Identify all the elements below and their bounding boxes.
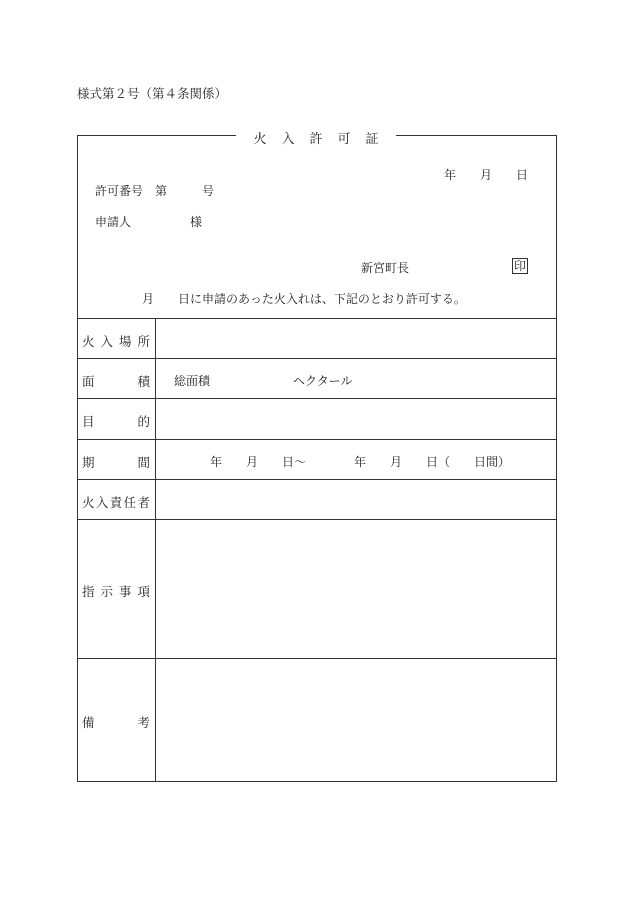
document-title: 火入許可証	[236, 128, 396, 147]
row-divider	[77, 519, 556, 520]
row-divider	[77, 318, 556, 319]
row-label-purpose: 目的	[82, 414, 150, 429]
row-label-period: 期間	[82, 455, 150, 470]
issuer-name: 新宮町長	[361, 261, 410, 275]
row-label-responsible-person: 火入責任者	[82, 495, 150, 510]
row-label-burning-site: 火入場所	[82, 334, 150, 349]
row-label-area: 面積	[82, 374, 150, 389]
permit-number-prefix: 許可番号 第	[95, 184, 168, 198]
row-label-instructions: 指示事項	[82, 584, 150, 599]
seal-glyph: 印	[514, 259, 527, 273]
official-seal-mark	[512, 258, 528, 274]
area-total-label: 総面積	[174, 374, 211, 388]
row-divider	[77, 658, 556, 659]
period-value: 年 月 日～ 年 月 日（ 日間）	[210, 455, 511, 469]
row-divider	[77, 479, 556, 480]
applicant-honorific: 様	[190, 215, 203, 229]
permission-statement: 月 日に申請のあった火入れは、下記のとおり許可する。	[142, 292, 466, 306]
row-label-remarks: 備考	[82, 715, 150, 730]
label-column-divider	[155, 318, 156, 781]
row-divider	[77, 439, 556, 440]
permit-number-suffix: 号	[202, 184, 215, 198]
form-number-label: 様式第２号（第４条関係）	[77, 86, 228, 101]
area-unit-label: ヘクタール	[293, 374, 353, 388]
issue-date: 年 月 日	[444, 168, 529, 182]
row-divider	[77, 358, 556, 359]
applicant-label: 申請人	[95, 215, 132, 229]
row-divider	[77, 398, 556, 399]
